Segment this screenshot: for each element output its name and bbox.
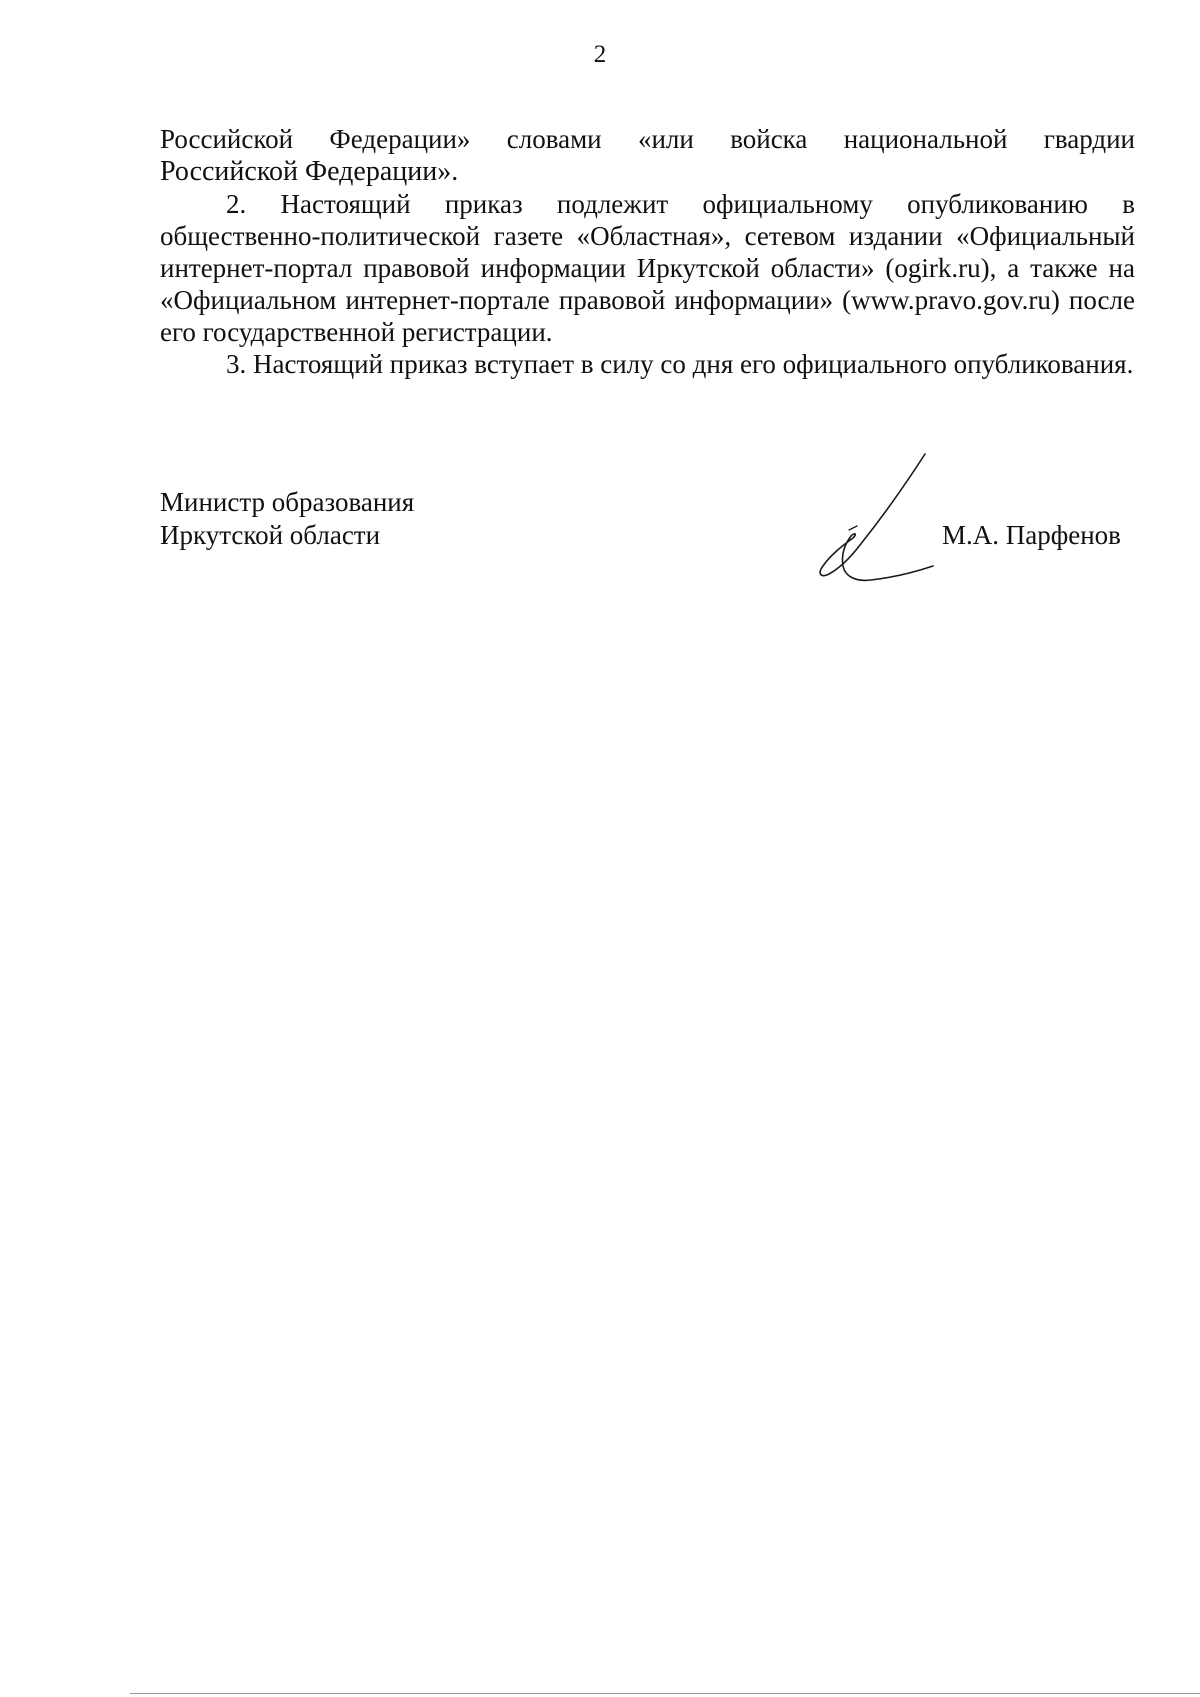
paragraph-1-line-1: Российской Федерации» словами «или войска национальной гвардии [160,124,1135,154]
handwritten-signature [805,450,940,590]
signatory-title-line-1: Министр образования [160,487,415,517]
paragraph-2: 2. Настоящий приказ подлежит официальному опубликованию в общественно-политической газете «Областная», сетевом издании «Официальный интернет-портал правовой информации Иркутской области» (ogirk.ru), а также на «Официальном интернет-портале правовой информации» (www.pravo.gov.ru) после его государственной регистрации. [160,189,1135,347]
signatory-name: М.А. Парфенов [942,520,1121,550]
document-body [160,123,1135,380]
paragraph-1-line-2-text: Российской Федерации». [160,156,459,187]
paragraph-3: 3. Настоящий приказ вступает в силу со дня его официального опубликования. [226,349,1134,379]
page-number: 2 [593,41,607,68]
signatory-title-line-2: Иркутской области [160,520,381,550]
paragraph-1-line-2 [160,155,1135,188]
signatory-title [160,486,414,552]
bottom-scan-edge [130,1693,1200,1694]
